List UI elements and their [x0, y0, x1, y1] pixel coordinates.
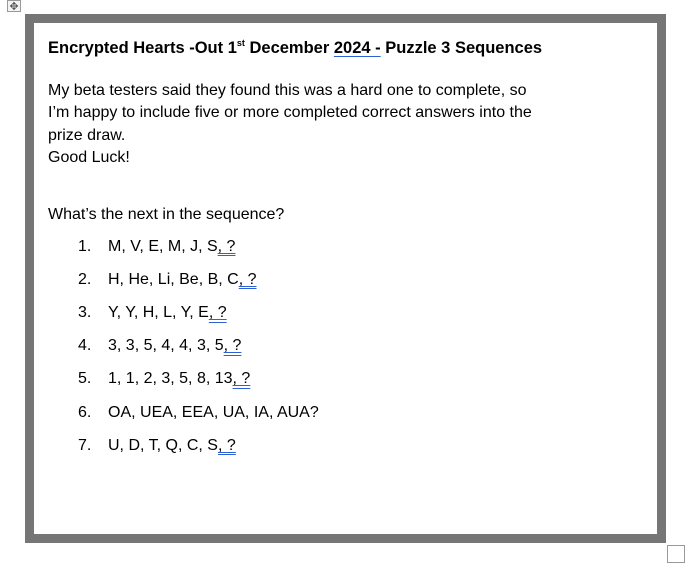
item-number: 4. [78, 337, 92, 355]
table-resize-handle[interactable] [667, 545, 685, 563]
title-part: Encrypted Hearts -Out 1 [48, 39, 237, 57]
list-item [48, 402, 647, 435]
text-box [25, 14, 666, 543]
list-item [48, 435, 647, 468]
document-title [48, 31, 647, 60]
item-suffix: , ? [217, 237, 236, 255]
intro-line: prize draw. [48, 126, 126, 144]
item-number: 1. [78, 237, 92, 255]
intro-line: Good Luck! [48, 149, 130, 167]
item-text: OA, UEA, EEA, UA, IA, AUA? [108, 403, 319, 421]
item-number: 3. [78, 304, 92, 321]
item-number: 7. [78, 436, 92, 454]
intro-line: My beta testers said they found this was a hard one to complete, so [48, 82, 527, 99]
item-suffix: , ? [232, 370, 251, 388]
list-item [48, 368, 647, 401]
item-text: Y, Y, H, L, Y, E [108, 304, 209, 321]
item-text: U, D, T, Q, C, S [108, 436, 218, 454]
list-item [48, 236, 647, 269]
item-suffix: , ? [208, 304, 227, 321]
item-suffix: , ? [223, 337, 242, 355]
item-suffix: , ? [217, 436, 236, 454]
item-suffix: , ? [238, 270, 257, 288]
title-underlined-part: 2024 - [333, 39, 381, 57]
item-text: 1, 1, 2, 3, 5, 8, 13 [108, 370, 233, 388]
list-item [48, 302, 647, 335]
item-number: 2. [78, 270, 92, 288]
text-box-content[interactable] [48, 31, 647, 468]
title-superscript: st [236, 38, 245, 48]
title-part: December [244, 39, 334, 57]
intro-paragraph [48, 80, 647, 170]
item-text: M, V, E, M, J, S [108, 237, 218, 255]
item-text: 3, 3, 5, 4, 4, 3, 5 [108, 337, 224, 355]
item-text: H, He, Li, Be, B, C [108, 270, 239, 288]
intro-line: I’m happy to include five or more completed correct answers into the [48, 104, 532, 122]
question-text: What’s the next in the sequence? [48, 205, 285, 223]
title-part: Puzzle 3 Sequences [380, 39, 543, 57]
item-number: 6. [78, 403, 92, 421]
sequence-list [48, 236, 647, 468]
list-item [48, 335, 647, 368]
table-move-handle-icon[interactable]: ✥ [7, 0, 21, 12]
item-number: 5. [78, 370, 92, 388]
list-item [48, 269, 647, 302]
